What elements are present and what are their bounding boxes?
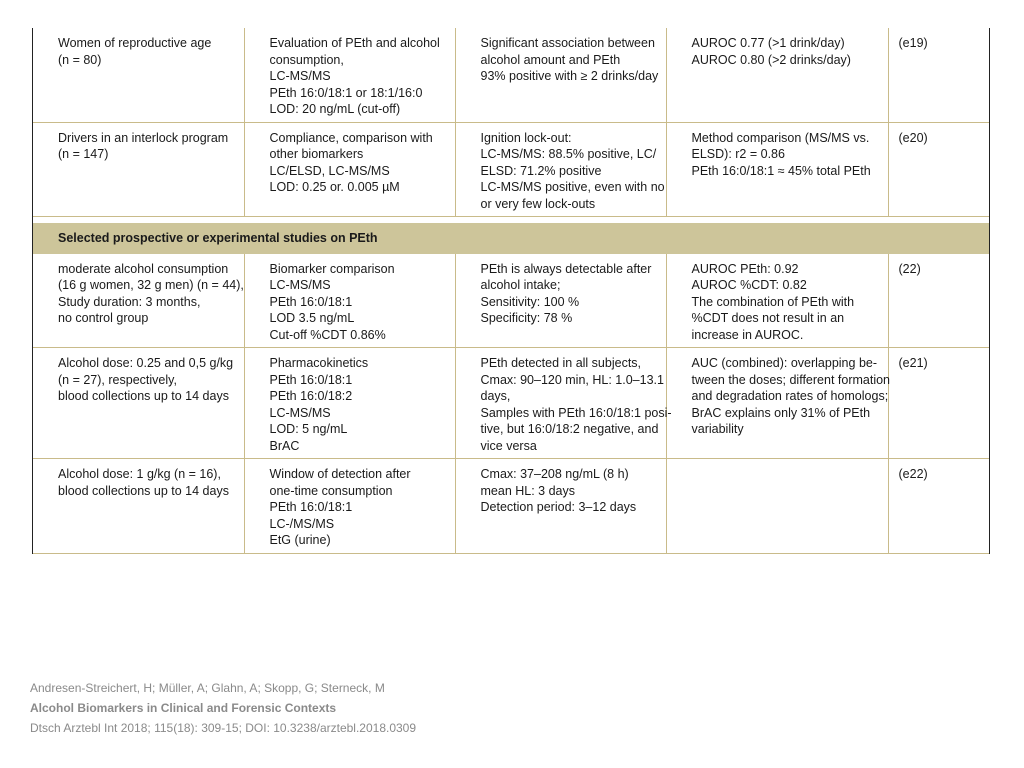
cell-result — [455, 28, 666, 122]
section-heading-row — [33, 223, 989, 254]
cell-line: Drivers in an interlock program — [58, 130, 229, 145]
cell-remarks — [666, 459, 888, 554]
biomarker-table-wrapper — [32, 28, 990, 554]
cell-result — [455, 122, 666, 217]
cell-line: PEth 16:0/18:1 — [269, 294, 353, 309]
cell-line: Ignition lock-out: — [480, 130, 572, 145]
table-body-part2 — [33, 254, 989, 554]
cell-line: no control group — [58, 311, 149, 325]
cell-line: LOD 3.5 ng/mL — [269, 311, 355, 325]
cell-remarks — [666, 28, 888, 122]
cell-line: 93% positive with ≥ 2 drinks/day — [480, 69, 659, 83]
cell-line: alcohol amount and PEth — [480, 52, 621, 67]
cell-line: LC-MS/MS — [269, 278, 331, 292]
cell-remarks — [666, 122, 888, 217]
cell-line: PEth 16:0/18:2 — [269, 389, 353, 403]
cell-line: Sensitivity: 100 % — [480, 294, 580, 309]
cell-result — [455, 254, 666, 348]
cell-line: PEth is always detectable after — [480, 261, 652, 276]
section-heading: Selected prospective or experimental studies on PEth — [33, 223, 989, 254]
cell-line: %CDT does not result in an — [691, 311, 845, 325]
cell-line: AUROC %CDT: 0.82 — [691, 278, 807, 292]
cell-line: LC-MS/MS positive, even with no — [480, 180, 665, 194]
cell-remarks — [666, 254, 888, 348]
cell-line: Samples with PEth 16:0/18:1 posi- — [480, 405, 672, 420]
cell-aim-method — [244, 459, 455, 554]
cell-population — [33, 28, 244, 122]
cell-line: Specificity: 78 % — [480, 311, 573, 325]
cell-line: blood collections up to 14 days — [58, 483, 229, 498]
cell-line: mean HL: 3 days — [480, 483, 575, 498]
table-row — [33, 122, 989, 217]
cell-line: tween the doses; different formation — [691, 372, 890, 387]
cell-aim-method — [244, 254, 455, 348]
cell-line: tive, but 16:0/18:2 negative, and — [480, 422, 659, 436]
cell-line: Alcohol dose: 0.25 and 0,5 g/kg — [58, 356, 234, 370]
cell-line: Method comparison (MS/MS vs. — [691, 130, 870, 145]
cell-line: or very few lock-outs — [480, 196, 596, 211]
cell-line: LC-MS/MS — [269, 69, 331, 83]
cell-line: LOD: 5 ng/mL — [269, 422, 348, 436]
cell-line: LC-/MS/MS — [269, 516, 335, 531]
cell-line: PEth 16:0/18:1 — [269, 500, 353, 514]
cell-line: EtG (urine) — [269, 533, 331, 547]
cell-line: (n = 147) — [58, 147, 109, 161]
cell-population — [33, 459, 244, 554]
citation-title: Alcohol Biomarkers in Clinical and Forensic Contexts — [30, 701, 337, 715]
cell-reference: (e21) — [888, 348, 989, 459]
cell-population — [33, 122, 244, 217]
cell-line: LC/ELSD, LC-MS/MS — [269, 163, 390, 178]
table-row — [33, 348, 989, 459]
cell-line: moderate alcohol consumption — [58, 261, 229, 276]
cell-line: Window of detection after — [269, 467, 411, 481]
cell-line: AUROC PEth: 0.92 — [691, 261, 799, 276]
cell-result — [455, 348, 672, 459]
cell-line: Women of reproductive age — [58, 36, 212, 50]
cell-line: BrAC explains only 31% of PEth — [691, 405, 871, 420]
cell-line: Study duration: 3 months, — [58, 294, 201, 309]
cell-aim-method — [244, 28, 455, 122]
cell-line: increase in AUROC. — [691, 327, 804, 342]
cell-line: The combination of PEth with — [691, 294, 855, 309]
cell-population — [33, 348, 244, 459]
cell-line: Biomarker comparison — [269, 261, 395, 276]
cell-line: other biomarkers — [269, 147, 364, 161]
cell-line: PEth detected in all subjects, — [480, 356, 642, 370]
cell-reference: (22) — [888, 254, 989, 348]
cell-aim-method — [244, 348, 455, 459]
cell-line: LC-MS/MS — [269, 405, 331, 420]
cell-line: Compliance, comparison with — [269, 130, 433, 145]
citation-authors: Andresen-Streichert, H; Müller, A; Glahn, A; Skopp, G; Sterneck, M — [30, 681, 385, 695]
cell-reference: (e20) — [888, 122, 989, 217]
cell-line: LOD: 20 ng/mL (cut-off) — [269, 102, 401, 116]
cell-line: and degradation rates of homologs; — [691, 389, 889, 403]
cell-line: Evaluation of PEth and alcohol — [269, 36, 440, 50]
cell-line: vice versa — [480, 438, 537, 453]
peth-studies-table — [33, 28, 989, 554]
cell-line: consumption, — [269, 52, 344, 67]
cell-line: Cut-off %CDT 0.86% — [269, 327, 386, 342]
section-header — [33, 217, 989, 254]
cell-line: blood collections up to 14 days — [58, 389, 229, 403]
cell-line: LC-MS/MS: 88.5% positive, LC/ — [480, 147, 657, 161]
cell-line: (n = 80) — [58, 52, 102, 67]
cell-line: ELSD): r2 = 0.86 — [691, 147, 785, 161]
cell-line: (n = 27), respectively, — [58, 372, 177, 387]
cell-line: Cmax: 37–208 ng/mL (8 h) — [480, 467, 629, 481]
cell-line: Detection period: 3–12 days — [480, 500, 637, 514]
cell-line: Significant association between — [480, 36, 655, 50]
table-body-part1 — [33, 28, 989, 217]
cell-reference: (e22) — [888, 459, 989, 554]
cell-line: PEth 16:0/18:1 — [269, 372, 353, 387]
cell-line: PEth 16:0/18:1 ≈ 45% total PEth — [691, 163, 871, 178]
cell-line: PEth 16:0/18:1 or 18:1/16:0 — [269, 85, 423, 100]
cell-line: (16 g women, 32 g men) (n = 44), — [58, 278, 244, 292]
cell-line: alcohol intake; — [480, 278, 561, 292]
cell-result — [455, 459, 666, 554]
cell-line: one-time consumption — [269, 483, 393, 498]
cell-line: Cmax: 90–120 min, HL: 1.0–13.1 — [480, 372, 664, 387]
cell-line: AUC (combined): overlapping be- — [691, 356, 878, 370]
cell-line: BrAC — [269, 438, 300, 453]
cell-line: AUROC 0.80 (>2 drinks/day) — [691, 52, 851, 67]
table-row — [33, 459, 989, 554]
cell-line: LOD: 0.25 or. 0.005 µM — [269, 180, 400, 194]
table-row — [33, 254, 989, 348]
cell-line: Alcohol dose: 1 g/kg (n = 16), — [58, 467, 221, 481]
cell-reference: (e19) — [888, 28, 989, 122]
cell-line: Pharmacokinetics — [269, 356, 369, 370]
cell-line: variability — [691, 422, 744, 436]
cell-remarks — [666, 348, 888, 459]
cell-population — [33, 254, 244, 348]
table-row — [33, 28, 989, 122]
cell-line: AUROC 0.77 (>1 drink/day) — [691, 36, 845, 50]
citation-block — [30, 678, 416, 738]
cell-line: days, — [480, 389, 511, 403]
citation-journal: Dtsch Arztebl Int 2018; 115(18): 309-15; DOI: 10.3238/arztebl.2018.0309 — [30, 721, 417, 735]
cell-aim-method — [244, 122, 455, 217]
cell-line: ELSD: 71.2% positive — [480, 163, 602, 178]
